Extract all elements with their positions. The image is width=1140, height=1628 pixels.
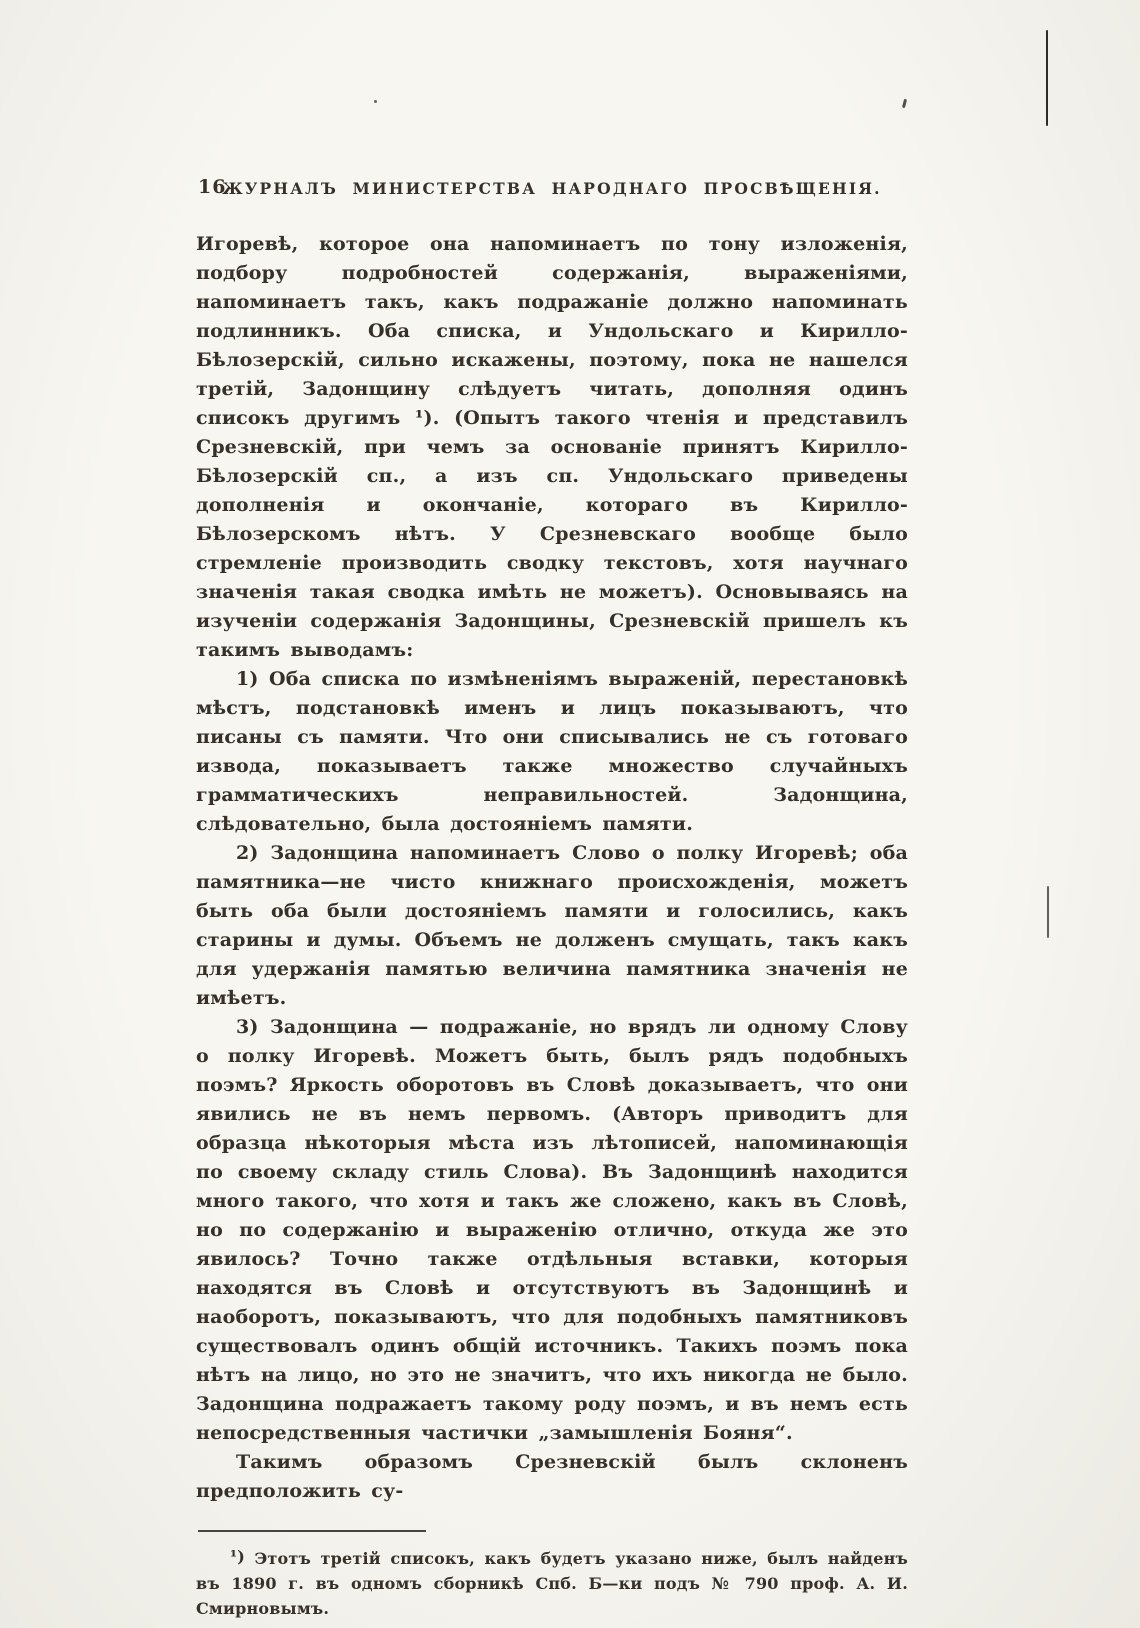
scan-edge-artifact <box>1046 30 1048 126</box>
page-number: 16 <box>198 176 227 198</box>
scan-edge-artifact <box>1047 886 1049 938</box>
journal-title: ЖУРНАЛЪ МИНИСТЕРСТВА НАРОДНАГО ПРОСВѢЩЕНІЯ. <box>222 179 882 198</box>
scan-speck <box>374 100 377 103</box>
paragraph: 2) Задонщина напоминаетъ Слово о полку Игоревѣ; оба памятника—не чисто книжнаго происхожденія, можетъ быть оба были достояніемъ памяти и голосились, какъ старины и думы. Объемъ не долженъ смущать, такъ какъ для удержанія памятью величина памятника значенія не имѣетъ. <box>196 842 908 1009</box>
scan-speck <box>902 99 907 108</box>
body-text <box>196 230 908 1506</box>
footnote-text: Этотъ третій списокъ, какъ будетъ указано ниже, былъ найденъ въ 1890 г. въ одномъ сборникѣ Спб. Б—ки подъ № 790 проф. А. И. Смирновымъ. <box>196 1549 908 1618</box>
paragraph: 1) Оба списка по измѣненіямъ выраженій, перестановкѣ мѣстъ, подстановкѣ именъ и лицъ показываютъ, что писаны съ памяти. Что они списывались не съ готоваго извода, показываетъ также множество случайныхъ грамматическихъ неправильностей. Задонщина, слѣдовательно, была достояніемъ памяти. <box>196 668 908 835</box>
footnote <box>196 1544 908 1621</box>
footnote-marker: ¹) <box>230 1547 245 1566</box>
footnote-divider <box>198 1530 426 1532</box>
running-header <box>196 176 908 204</box>
paragraph: 3) Задонщина — подражаніе, но врядъ ли одному Слову о полку Игоревѣ. Можетъ быть, былъ рядъ подобныхъ поэмъ? Яркость оборотовъ въ Словѣ доказываетъ, что они явились не въ немъ первомъ. (Авторъ приводитъ для образца нѣкоторыя мѣста изъ лѣтописей, напоминающія по своему складу стиль Слова). Въ Задонщинѣ находится много такого, что хотя и такъ же сложено, какъ въ Словѣ, но по содержанію и выраженію отлично, откуда же это явилось? Точно также отдѣльныя вставки, которыя находятся въ Словѣ и отсутствуютъ въ Задонщинѣ и наоборотъ, показываютъ, что для подобныхъ памятниковъ существовалъ одинъ общій источникъ. Такихъ поэмъ пока нѣтъ на лицо, но это не значитъ, что ихъ никогда не было. Задонщина подражаетъ такому роду поэмъ, и въ немъ есть непосредственныя частички „замышленія Бояня“. <box>196 1016 908 1444</box>
paragraph: Игоревѣ, которое она напоминаетъ по тону изложенія, подбору подробностей содержанія, выраженіями, напоминаетъ такъ, какъ подражаніе должно напоминать подлинникъ. Оба списка, и Ундольскаго и Кирилло-Бѣлозерскій, сильно искажены, поэтому, пока не нашелся третій, Задонщину слѣдуетъ читать, дополняя одинъ списокъ другимъ ¹). (Опытъ такого чтенія и представилъ Срезневскій, при чемъ за основаніе принятъ Кирилло-Бѣлозерскій сп., а изъ сп. Ундольскаго приведены дополненія и окончаніе, котораго въ Кирилло-Бѣлозерскомъ нѣтъ. У Срезневскаго вообще было стремленіе производить сводку текстовъ, хотя научнаго значенія такая сводка имѣть не можетъ). Основываясь на изученіи содержанія Задонщины, Срезневскій пришелъ къ такимъ выводамъ: <box>196 233 908 661</box>
text-block <box>196 176 908 1621</box>
paragraph: Такимъ образомъ Срезневскій былъ склоненъ предположить су- <box>196 1451 908 1502</box>
